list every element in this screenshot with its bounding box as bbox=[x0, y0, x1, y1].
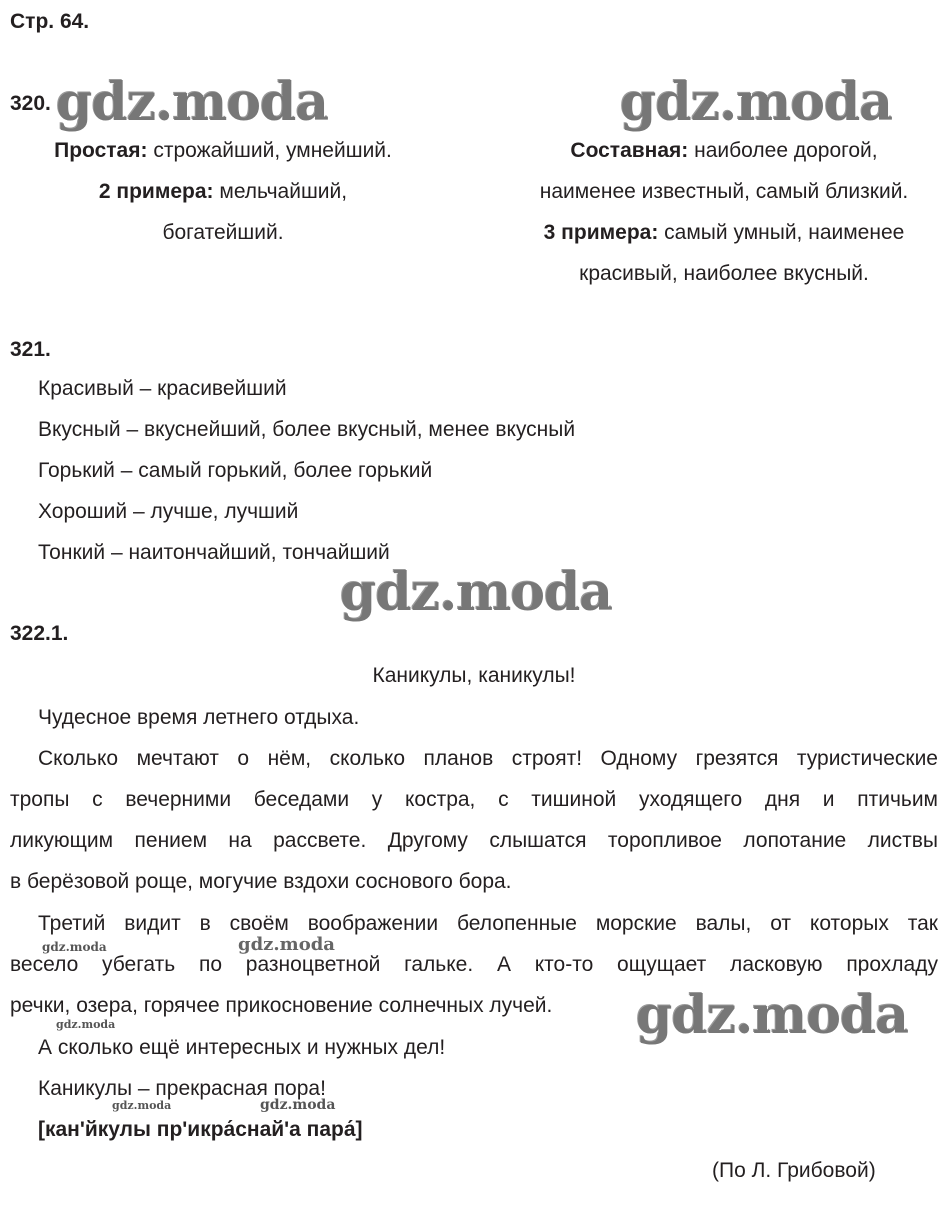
paragraph-4: А сколько ещё интересных и нужных дел! bbox=[38, 1036, 446, 1059]
watermark-small: gdz.moda bbox=[260, 1097, 336, 1113]
watermark-small: gdz.moda bbox=[238, 934, 335, 955]
paragraph-2-line: Сколько мечтают о нём, сколько планов строят! Одному грезятся туристические bbox=[38, 747, 938, 770]
paragraph-2-line: тропы с вечерними беседами у костра, с тишиной уходящего дня и птичьим bbox=[10, 788, 938, 811]
compound-text: наиболее дорогой, bbox=[688, 139, 878, 162]
list-item: Тонкий – наитончайший, тончайший bbox=[38, 541, 390, 564]
simple-label: Простая: bbox=[54, 139, 148, 162]
paragraph-3-line: весело убегать по разноцветной гальке. А кто-то ощущает ласковую прохладу bbox=[10, 953, 938, 976]
ex320-left-column bbox=[10, 130, 436, 253]
paragraph-3-line: речки, озера, горячее прикосновение солнечных лучей. bbox=[10, 994, 553, 1017]
examples-3-text-cont: красивый, наиболее вкусный. bbox=[579, 262, 869, 285]
paragraph-2-line: ликующим пением на рассвете. Другому слышатся торопливое лопотание листвы bbox=[10, 829, 938, 852]
examples-3-label: 3 примера: bbox=[543, 221, 659, 244]
exercise-322-number: 322.1. bbox=[10, 622, 69, 645]
list-item: Хороший – лучше, лучший bbox=[38, 500, 299, 523]
paragraph-2-line: в берёзовой роще, могучие вздохи соснового бора. bbox=[10, 870, 512, 893]
watermark: gdz.moda bbox=[636, 985, 909, 1046]
transcription: [кан'йкулы пр'икра́снай'а пара́] bbox=[38, 1118, 363, 1141]
watermark: gdz.moda bbox=[56, 72, 329, 133]
examples-2-text-cont: богатейший. bbox=[162, 221, 284, 244]
list-item: Красивый – красивейший bbox=[38, 377, 287, 400]
paragraph-5: Каникулы – прекрасная пора! bbox=[38, 1077, 326, 1100]
examples-2-label: 2 примера: bbox=[98, 180, 214, 203]
watermark: gdz.moda bbox=[620, 72, 893, 133]
ex321-list bbox=[38, 368, 575, 573]
watermark-small: gdz.moda bbox=[42, 940, 107, 954]
paragraph-1: Чудесное время летнего отдыха. bbox=[38, 706, 360, 729]
simple-text: строжайший, умнейший. bbox=[147, 139, 392, 162]
watermark-small: gdz.moda bbox=[56, 1018, 116, 1031]
paragraph-3-line: Третий видит в своём воображении белопенные морские валы, от которых так bbox=[38, 912, 938, 935]
compound-text-cont: наименее известный, самый близкий. bbox=[539, 180, 909, 203]
exercise-321-number: 321. bbox=[10, 338, 51, 361]
page-label: Стр. 64. bbox=[10, 10, 90, 33]
examples-2-text: мельчайший, bbox=[213, 180, 348, 203]
compound-label: Составная: bbox=[570, 139, 689, 162]
watermark-small: gdz.moda bbox=[112, 1099, 172, 1112]
watermark: gdz.moda bbox=[340, 562, 613, 623]
list-item: Вкусный – вкуснейший, более вкусный, менее вкусный bbox=[38, 418, 576, 441]
examples-3-text: самый умный, наименее bbox=[658, 221, 905, 244]
exercise-320-number: 320. bbox=[10, 92, 51, 115]
list-item: Горький – самый горький, более горький bbox=[38, 459, 433, 482]
ex320-right-column bbox=[500, 130, 948, 294]
text-title: Каникулы, каникулы! bbox=[372, 664, 576, 687]
source-attribution: (По Л. Грибовой) bbox=[712, 1159, 876, 1182]
